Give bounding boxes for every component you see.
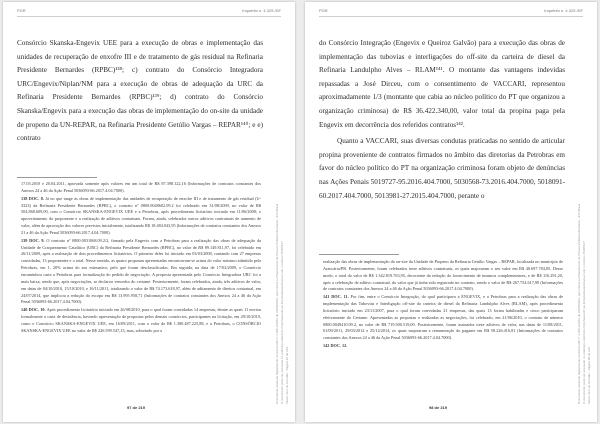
page-number: 97 de 219 [126,405,145,410]
document-page-right [305,2,597,422]
header-left: PGR [319,8,328,13]
body-paragraph: Quanto a VACCARI, suas diversas condutas praticadas no sentido de articular propina proveniente de contratos firmados no âmbito das diretorias da Petrobras em favor do núcleo político do PT na organização criminosa foram objeto de denúncias nas Ações Penais 5019727-95.2016.404.7000, 5030568-73.2016.404.7000, 5018091-60.2017.404.7000, 5013981-27.2015.404.7000, perante o [319,137,565,200]
footnote: 17.03.2010 e 20.04.2011, aprovada somente após valores em um total de R$ 87.398.122,16 (Informações de contratos constantes dos Anexos 24 a 46 da Ação Penal 5036093-66.2017.4.04.7000). [21,181,261,193]
footnote: 141 DOC. 11. Por fim, entre o Consórcio Integração, do qual participava a ENGEVIX, e a Petrobras para a realização das obras de implementação das Tubovias e Interligação off-site da carteira de diesel da Refinaria Landulpho Alves (RLAM), após procedimento licitatório iniciado em 23/11/2007, para o qual foram convidadas 21 empresas, das quais 13 foram habilitadas e cinco participaram efetivamente do Certame. Apresentadas as propostas e realizadas as negociações, foi celebrado, em 21/06/2010, o contrato de número 0800.0049410.09.2, no valor de R$ 719.500.519,00. Posteriormente, foram assinados treze aditivos de valor, nas datas de 11/08/2011, 01/09/2011, 29/03/2012 e 25/12/2014, os quais majoraram a remuneração do pagante em R$ 58.226.416,81 (Informações de contratos constantes dos Anexos 24 a 46 da Ação Penal 5036093-66.2017.4.04.7000). [323,294,564,341]
footnote-separator [17,177,97,178]
header-right: Inquérito n. 4.325 /DF [242,8,281,13]
side-stamp-line: Inteiro Teor do Acórdão - Página 98 de 219 [587,346,591,404]
document-page-left [3,2,295,422]
page-header [17,8,281,17]
footnote: 139 DOC. 9. O contrato nº 0800.0031068.09.2/2, firmado pela Engevix com a Petrobras para a realização das obras de adequação da Unidade de Craqueamento Catalítico (URC) da Refinaria Presidente Bernardes (RPBC), no valor de R$ 89.149.811,97, foi celebrado em 26/11/2009, após a realização de dois procedimentos licitatórios. O primeiro deles foi iniciado em 03/03/2008, contando com 27 empresas convidadas, 13 proponentes e o total. Nesse sentido, as quatro propostas apresentadas encontravam-se acima do valor máximo admitido pela Petrobras, em 1, 20% acima do seu estimativo, pelo que foram desclassificadas. Em seguida, na data de 17/02/2009, o Consórcio encaminhou carta a Petrobras para formalização do pedido de negociação. A proposta apresentada pelo Consórcio Integradora URC foi a mais baixa, sendo que, após negociações, se declarou vencedor do certame. Posteriormente, foram celebrados, ainda, três aditivos de valor, em datas de 04/10/2010, 15/10/2010, e 16/11/2011, totalizando o valor de R$ 74.173.618,97, além de aditamento de direitos contratual, em 24/07/2014, que implicou a redução do escopo em R$ 13.995.958,71 (Informações de contratos constantes dos Anexos 24 a 46 da Ação Penal 5036093-66.2017.4.04.7000). [21,237,262,305]
body-paragraph: Consórcio Skanska-Engevix UEE para a execução de obras e implementação das unidades de recuperação de enxofre III e de tratamento de gás residual na Refinaria Presidente Bernardes (RPBC)¹³⁸; c) contrato do Consórcio Integradora URC/Engevix/Niplan/NM para a execução de obras de adequação da URC da Refinaria Presidente Bernardes (RPBC)¹³⁹; d) contrato do Consórcio Skanska/Engevix para a execução das obras de implementação do on-site da unidade de propeno da UN-REPAR, na Refinaria Presidente Getúlio Vargas – REPAR¹⁴⁰; e e) contrato [17,39,263,143]
side-stamp-line: O documento pode ser acessado no endereço eletrônico http://www.stf.jus.br/portal/autenticacao/ sob o número 15305447 [280,241,284,404]
footnotes [323,259,563,351]
body-text [319,37,565,203]
footnotes [21,181,261,336]
footnote: 138 DOC. 8. Já no que tange às obras de implementação das unidades de recuperação de enxofre III e de tratamento de gás residual (U-3323) da Refinaria Presidente Bernardes (RPBC), o contrato nº 0800.0048602.09.2 foi celebrado em 31/08/2009, no valor de R$ 504.868.609,00, com o Consórcio SKANSKA-ENGEVIX UEE e a Petrobras, após procedimento licitatório iniciado em 11/06/2008; o aproveitamento do proponente e a realização de aditivos contratuais. Foram, ainda, celebrados outros aditivos contratuais de aumento de valor, além de aprovação dos valores previstos inicialmente, totalizando R$ 18.484.043,95 (Informações de contratos constantes dos Anexos 21 a 46 da Ação Penal 5036093-66.2017.4.04.7000). [21,195,262,235]
side-stamp-line: O documento pode ser acessado no endereço eletrônico http://www.stf.jus.br/portal/autenticacao/ sob o número 15305447 [582,241,586,404]
page-header [319,8,583,17]
side-stamp [577,26,591,404]
body-text [17,37,263,146]
page-number: 98 de 219 [428,405,447,410]
side-stamp-line: Documento assinado digitalmente conforme MP n° 2.200-2/2001 de 24/08/2001, que institui a Infraestrutura de Chaves Públicas Brasileira - ICP-Brasil [275,203,279,404]
side-stamp-line: Documento assinado digitalmente conforme MP n° 2.200-2/2001 de 24/08/2001, que institui a Infraestrutura de Chaves Públicas Brasileira - ICP-Brasil [577,203,581,404]
footnote: 142 DOC. 12. [323,343,348,349]
side-stamp [275,26,289,404]
header-left: PGR [17,8,26,13]
footnote-separator [319,254,399,255]
side-stamp-line: Inteiro Teor do Acórdão - Página 97 de 219 [285,346,289,404]
footnote: realização das obras de implementação do on-site da Unidade de Propeno da Refinaria Getúlio Vargas – REPAR, localizada no município de Araucária/PR. Posteriormente, foram celebrados treze aditivos contratuais, os quais majoraram o seu valor em R$ 40.697.784,85. Desse modo, o total do valor de R$ 1.342.819.763,95, decorrente da redução do fornecimento de insumos complementares, e de R$ 116.291,20, após a celebração de aditivo contratual, do valor que já tinha sido registrado no contrato, sendo o valor de R$ 267.754.617,90 (Informações de contratos constantes dos Anexos 24 a 46 da Ação Penal 5036093-66.2017.4.04.7000). [323,259,563,292]
header-right: Inquérito n. 4.325 /DF [544,8,583,13]
footnote: 140 DOC. 10. Após procedimento licitatório iniciado em 26/08/2010, para o qual foram convidadas 14 empresas, dentre as quais 11 enviou formalmente a carta de desistência, havendo apresentação de propostas pelos demais consórcios, participantes na licitação, em 29/10/2010, como o Consórcio SKANSKA-ENGEVIX UEE, em 16/09/2011, com o valor de R$ 1.380.487.225,88, e a Petrobras, o CONSÓRCIO SKANSKA-ENGEVIX UEE no valor de R$ 226.599.547,13, mas, sobretudo por a [21,307,262,333]
body-paragraph: do Consórcio Integração (Engevix e Queiroz Galvão) para a execução das obras de implementação das tubovias e interligações do off-site da carteira de diesel da Refinaria Landulpho Alves – RLAM¹⁴¹. O montante das vantagens indevidas repassadas a José Dirceu, com o consentimento de VACCARI, representou aproximadamente 1/3 (montante que cabia ao núcleo político do PT que organizou a organização criminosa) de R$ 36.422.340,00, valor total da propina paga pela Engevix em decorrência dos referidos contratos¹⁴². [319,39,565,129]
